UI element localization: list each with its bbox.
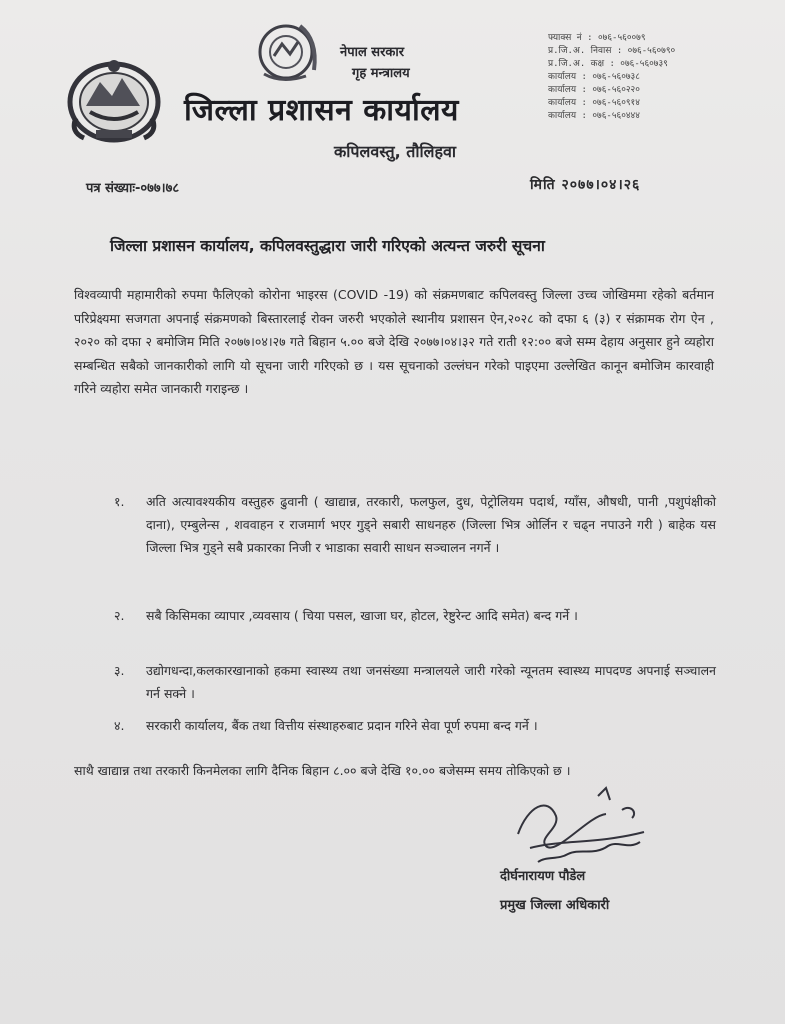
ministry-name: गृह मन्त्रालय <box>352 66 410 81</box>
issue-date: मिति २०७७।०४।२६ <box>530 177 641 193</box>
office-title: जिल्ला प्रशासन कार्यालय <box>184 93 459 128</box>
handwritten-signature-icon <box>498 786 658 870</box>
list-item-text: उद्योगधन्दा,कलकारखानाको हकमा स्वास्थ्य तथा जनसंख्या मन्त्रालयले जारी गरेको न्यूनतम स्वास्थ्य मापदण्ड अपनाई सञ्चालन गर्न सक्ने । <box>146 663 716 701</box>
phone-line: कार्यालय : ०७६-५६०२२० <box>548 85 640 95</box>
phone-line: कार्यालय : ०७६-५६०७३८ <box>548 72 640 82</box>
list-item-number: ४. <box>114 718 125 733</box>
list-item-text: सरकारी कार्यालय, बैंक तथा वित्तीय संस्थाहरुबाट प्रदान गरिने सेवा पूर्ण रुपमा बन्द गर्ने । <box>146 718 538 733</box>
list-item-number: २. <box>114 608 125 623</box>
government-name: नेपाल सरकार <box>340 45 405 60</box>
phone-line: प्र.जि.अ. निवास : ०७६-५६०७९० <box>548 46 676 56</box>
list-item-text: अति अत्यावश्यकीय वस्तुहरु ढुवानी ( खाद्यान्न, तरकारी, फलफुल, दुध, पेट्रोलियम पदार्थ, ग्याँस, औषधी, पानी ,पशुपंक्षीको दाना), एम्बुलेन्स , शववाहन र राजमार्ग भएर गुड्ने सबारी साधनहरु (जिल्ला भित्र ओर्लिन र चढ्न नपाउने गरी ) बाहेक यस जिल्ला भित्र गुड्ने सबै प्रकारका निजी र भाडाका सवारी साधन सञ्चालन नगर्ने । <box>146 494 716 555</box>
list-item <box>114 659 716 705</box>
notice-title: जिल्ला प्रशासन कार्यालय, कपिलवस्तुद्धारा जारी गरिएको अत्यन्त जरुरी सूचना <box>110 237 545 255</box>
reference-number: पत्र संख्याः-०७७।७८ <box>86 181 180 196</box>
list-item-number: १. <box>114 494 125 509</box>
list-item <box>114 604 716 627</box>
phone-list <box>548 32 748 123</box>
signer-name: दीर्घनारायण पौडेल <box>500 869 586 884</box>
list-item-number: ३. <box>114 663 125 678</box>
phone-line: कार्यालय : ०७६-५६०९१४ <box>548 98 640 108</box>
closing-note: साथै खाद्यान्न तथा तरकारी किनमेलका लागि दैनिक बिहान ८.०० बजे देखि १०.०० बजेसम्म समय तोकिएको छ । <box>74 763 571 778</box>
government-stamp-icon <box>252 18 332 86</box>
phone-line: प्र.जि.अ. कक्ष : ०७६-५६०७३९ <box>548 59 668 69</box>
notice-body: विश्वव्यापी महामारीको रुपमा फैलिएको कोरोना भाइरस (COVID -19) को संक्रमणबाट कपिलवस्तु जिल्ला उच्च जोखिममा रहेको बर्तमान परिप्रेक्ष्यमा सजगता अपनाई संक्रमणको बिस्तारलाई रोक्न जरुरी भएकोले स्थानीय प्रशासन ऐन,२०२८ को दफा ६ (३) र संक्रामक रोग ऐन , २०२० को दफा २ बमोजिम मिति २०७७।०४।२७ गते बिहान ५.०० बजे देखि २०७७।०४।३२ गते राती १२:०० बजे सम्म देहाय अनुसार हुने व्यहोरा सम्बन्धित सबैको जानकारीको लागि यो सूचना जारी गरिएको छ । यस सूचनाको उल्लंघन गरेको पाइएमा उल्लेखित कानून बमोजिम कारवाही गरिने व्यहोरा समेत जानकारी गराइन्छ । <box>74 287 714 396</box>
phone-line: कार्यालय : ०७६-५६०४४४ <box>548 111 640 121</box>
list-item-text: सबै किसिमका व्यापार ,व्यवसाय ( चिया पसल, खाजा घर, होटल, रेष्टुरेन्ट आदि समेत) बन्द गर्ने । <box>146 608 578 623</box>
list-item <box>114 490 716 559</box>
list-item <box>114 714 716 737</box>
office-location: कपिलवस्तु, तौलिहवा <box>334 142 457 161</box>
phone-line: फ्याक्स नं : ०७६-५६००७९ <box>548 33 646 43</box>
nepal-emblem-icon <box>66 56 162 144</box>
signer-designation: प्रमुख जिल्ला अधिकारी <box>500 898 610 913</box>
